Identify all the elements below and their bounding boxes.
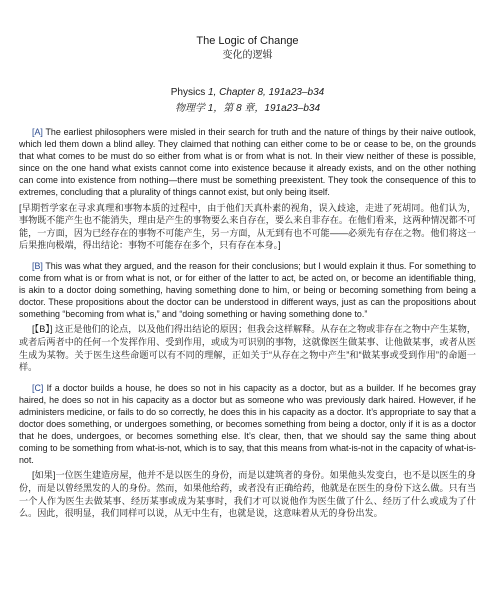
paragraph-english [19,126,476,199]
paragraph-english [19,260,476,320]
paragraph-chinese: [早期哲学家在寻求真理和事物本质的过程中，由于他们天真朴素的视角，误入歧途，走进了死胡同。他们认为，事物既不能产生也不能消失，理由是产生的事物要么来自存在，要么来自非存在。在他们看来，这两种情况都不可能，一方面，因为已经存在的事物不可能产生，另一方面，从无到有也不可能——必须先有存在之物。他们将这一后果推向极端，得出结论：事物不可能存在多个，只有存在本身。] [19,202,476,251]
section-c [19,382,476,520]
section-marker: [C] [32,382,44,393]
section-marker: [B] [32,260,43,271]
paragraph-text: The earliest philosophers were misled in their search for truth and the nature of things by their naive outlook, which led them down a blind alley. They claimed that nothing can either come to be or cease to be, on the grounds that what comes to be must do so either from what is or from what is not. In their view neither of these is possible, since on the one hand what exists cannot come into existence because it already exists, and on the other nothing can come into existence from nothing—there must be something preexistent. They took the consequence of this to extremes, concluding that a plurality of things cannot exist, but only being itself. [19,127,476,198]
paragraph-text-chinese: 这正是他们的论点，以及他们得出结论的原因；但我会这样解释。从存在之物或非存在之物中产生某物，或者后两者中的任何一个发挥作用、受到作用，或成为可识别的事物，这就像医生做某事、让他做某事，或者从医生成为某物。关于医生这些命题可以有不同的理解，正如关于“从存在之物中产生”和“做某事或受到作用”的命题一样。 [19,324,476,373]
paragraph-chinese: [如果]一位医生建造房屋，他并不是以医生的身份，而是以建筑者的身份。如果他头发变白，也不是以医生的身份，而是以曾经黑发的人的身份。然而，如果他给药，或者没有正确给药，他就是在医生的身份下这么做。只有当一个人作为医生去做某事、经历某事或成为某事时，我们才可以说他作为医生做了什么、经历了什么或成为了什么。因此，很明显，我们同样可以说，从无中生有，也就是说，这意味着从无的身份出发。 [19,470,476,519]
section-marker-chinese: [【B】] [32,324,53,335]
section-a [19,126,476,252]
source-location: 1, Chapter 8, 191a23–b34 [208,87,325,98]
source-prefix: Physics [170,87,208,98]
source-reference-chinese: 物理学 1，第 8 章，191a23–b34 [174,103,321,114]
paragraph-chinese [19,323,476,373]
paragraph-text: This was what they argued, and the reason for their conclusions; but I would explain it thus. For something to come from what is or from what is not, or for either of the latter to act, be acted on, or become an identifiable thing, is akin to a doctor doing something, having something done to him, or being or becoming something from being a doctor. These propositions about the doctor can be understood in different ways, just as can the propositions about something “becoming from what is,” and “doing something or having something done to.” [19,260,476,320]
paragraph-english [19,382,476,467]
document-title-chinese: 变化的逻辑 [222,50,273,61]
source-reference [19,86,476,99]
section-marker: [A] [32,127,43,137]
document-title: The Logic of Change [196,35,299,47]
section-b [19,260,476,374]
paragraph-text: If a doctor builds a house, he does so not in his capacity as a doctor, but as a builder. If he becomes gray haired, he does so not in his capacity as a doctor but as someone who was previously dark haired. However, if he administers medicine, or fails to do so correctly, he does this in his capacity as a doctor. It’s appropriate to say that a doctor does something, or undergoes something, or becomes something from being a doctor, only if it is as a doctor that he does, undergoes, or becomes something else. It’s clear, then, that we should say the same thing about coming to be something from what-is-not, which is to say, that this means from what-is-not in the capacity of what-is-not. [19,382,476,466]
